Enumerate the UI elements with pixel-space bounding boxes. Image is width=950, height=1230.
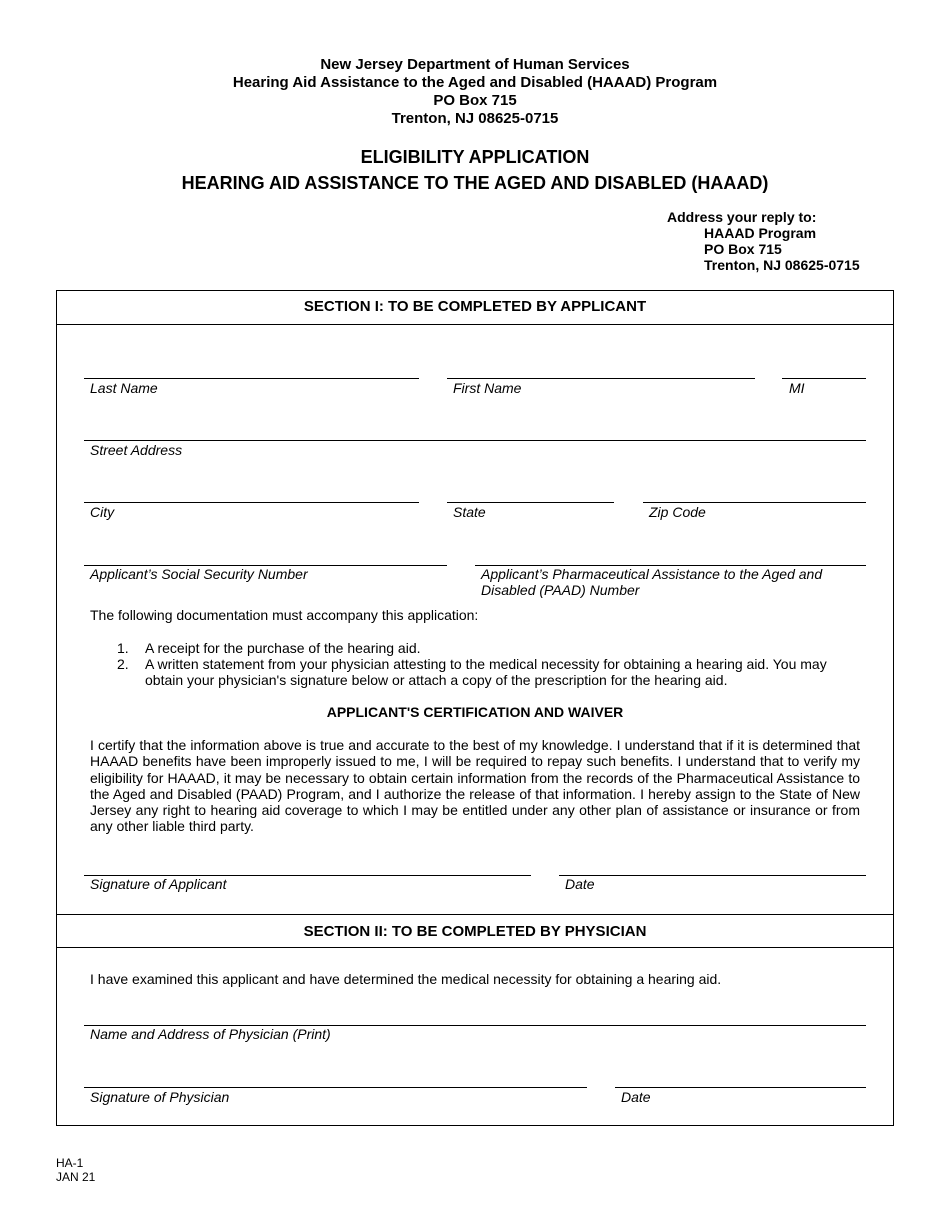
mi-label: MI — [789, 380, 805, 396]
certification-title: APPLICANT'S CERTIFICATION AND WAIVER — [326, 704, 624, 720]
doc-item-2-text-line2: obtain your physician's signature below or attach a copy of the prescription for the hearing aid. — [145, 672, 728, 688]
paad-label-line2: Disabled (PAAD) Number — [481, 582, 640, 598]
physician-signature-label: Signature of Physician — [90, 1089, 230, 1105]
section2-top-divider — [56, 914, 894, 915]
doc-item-1-text: A receipt for the purchase of the hearing aid. — [145, 640, 421, 656]
agency-po-box: PO Box 715 — [433, 92, 517, 109]
reply-heading: Address your reply to: — [667, 209, 817, 225]
last-name-field[interactable] — [84, 378, 419, 379]
agency-name: New Jersey Department of Human Services — [320, 56, 630, 73]
last-name-label: Last Name — [90, 380, 158, 396]
physician-name-address-label: Name and Address of Physician (Print) — [90, 1026, 331, 1042]
first-name-field[interactable] — [447, 378, 755, 379]
doc-item-2-number: 2. — [117, 656, 129, 672]
applicant-date-field[interactable] — [559, 875, 866, 876]
first-name-label: First Name — [453, 380, 522, 396]
certification-text: I certify that the information above is true and accurate to the best of my knowledge. I understand that if it is determined that HAAAD benefits have been improperly issued to me, I will be required to repay such benefits. I understand that to verify my eligibility for HAAAD, it may be necessary to obtain certain information from the records of the Pharmaceutical Assistance to the Aged and Disabled (PAAD) Program, and I authorize the release of that information. I hereby assign to the State of New Jersey any right to hearing aid coverage to which I may be entitled under any other plan of assistance or insurance or from any other liable third party. — [90, 737, 860, 835]
zip-field[interactable] — [643, 502, 866, 503]
street-address-label: Street Address — [90, 442, 183, 458]
street-address-field[interactable] — [84, 440, 866, 441]
state-field[interactable] — [447, 502, 614, 503]
physician-date-label: Date — [621, 1089, 651, 1105]
physician-statement: I have examined this applicant and have determined the medical necessity for obtaining a hearing aid. — [90, 971, 722, 987]
mi-field[interactable] — [782, 378, 866, 379]
reply-city: Trenton, NJ 08625-0715 — [704, 257, 860, 273]
zip-label: Zip Code — [649, 504, 706, 520]
section2-divider — [56, 947, 894, 948]
city-field[interactable] — [84, 502, 419, 503]
reply-po-box: PO Box 715 — [704, 241, 782, 257]
program-name: Hearing Aid Assistance to the Aged and Disabled (HAAAD) Program — [232, 74, 718, 91]
documentation-intro: The following documentation must accompany this application: — [90, 607, 479, 623]
section1-divider — [56, 324, 894, 325]
city-label: City — [90, 504, 115, 520]
reply-program: HAAAD Program — [704, 225, 817, 241]
physician-date-field[interactable] — [615, 1087, 866, 1088]
applicant-signature-label: Signature of Applicant — [90, 876, 227, 892]
agency-city: Trenton, NJ 08625-0715 — [391, 110, 559, 127]
physician-signature-field[interactable] — [84, 1087, 587, 1088]
paad-label-line1: Applicant’s Pharmaceutical Assistance to the Aged and — [481, 566, 823, 582]
section1-title: SECTION I: TO BE COMPLETED BY APPLICANT — [303, 298, 647, 315]
doc-item-1-number: 1. — [117, 640, 129, 656]
form-id: HA-1 — [56, 1156, 84, 1170]
section2-title: SECTION II: TO BE COMPLETED BY PHYSICIAN — [303, 923, 647, 940]
form-subtitle: HEARING AID ASSISTANCE TO THE AGED AND DISABLED (HAAAD) — [181, 173, 769, 193]
form-title: ELIGIBILITY APPLICATION — [360, 147, 590, 167]
applicant-date-label: Date — [565, 876, 595, 892]
ssn-label: Applicant’s Social Security Number — [90, 566, 308, 582]
state-label: State — [453, 504, 486, 520]
form-revision: JAN 21 — [56, 1170, 96, 1184]
doc-item-2-text-line1: A written statement from your physician attesting to the medical necessity for obtaining a hearing aid. You may — [145, 656, 827, 672]
